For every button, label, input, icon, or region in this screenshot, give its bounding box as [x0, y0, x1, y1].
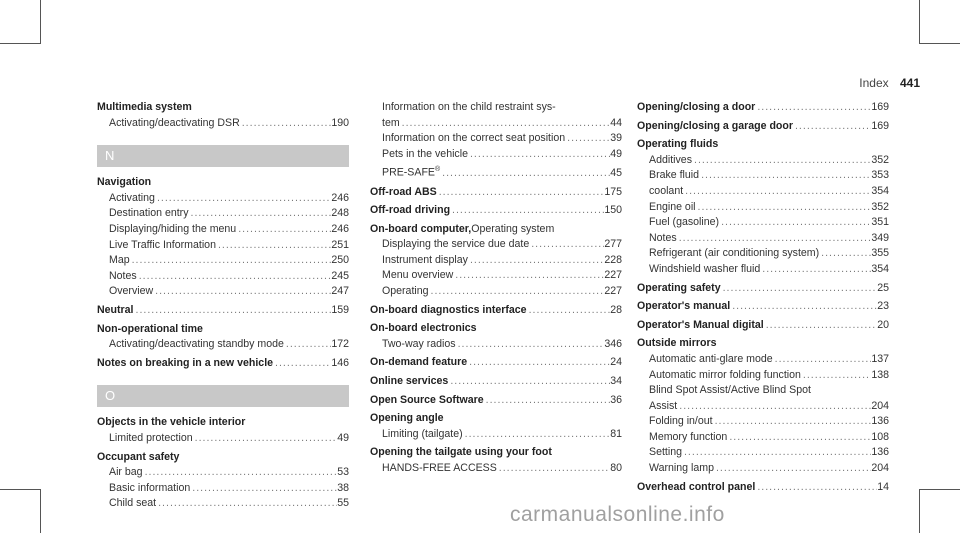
index-entry[interactable]: [97, 303, 349, 319]
page-ref: 53: [337, 466, 349, 479]
subentry-text: Fuel (gasoline): [649, 216, 720, 229]
entry-title: Online services: [370, 375, 449, 388]
subentry-text: Activating: [109, 191, 155, 204]
leader-dots: [429, 284, 605, 300]
page-ref: 81: [610, 427, 622, 440]
index-subentry[interactable]: [97, 253, 349, 269]
page-ref: 138: [871, 368, 889, 381]
page-ref: 250: [331, 254, 349, 267]
page-ref: 204: [871, 399, 889, 412]
index-subentry[interactable]: [370, 427, 622, 443]
leader-dots: [240, 116, 332, 132]
page-ref: 108: [871, 430, 889, 443]
index-entry[interactable]: [637, 100, 889, 116]
leader-dots: [677, 399, 871, 415]
leader-dots: [721, 281, 878, 297]
subentry-text: Child seat: [109, 497, 157, 510]
subentry-text: Operating: [382, 285, 429, 298]
subentry-text: Activating/deactivating DSR: [109, 116, 240, 129]
subentry-text: Warning lamp: [649, 462, 714, 475]
entry-title: Off-road ABS: [370, 185, 437, 198]
page-ref: 354: [871, 184, 889, 197]
header-label: Index: [859, 76, 889, 90]
index-subentry[interactable]: [97, 337, 349, 353]
leader-dots: [468, 147, 610, 163]
leader-dots: [448, 374, 610, 390]
registered-mark: ®: [434, 166, 441, 174]
entry-title: Operator's Manual digital: [637, 318, 764, 331]
index-subentry[interactable]: [97, 191, 349, 207]
page-ref: 169: [871, 119, 889, 132]
entry-title: On-demand feature: [370, 356, 468, 369]
page-ref: 246: [331, 191, 349, 204]
index-entry: [637, 137, 889, 153]
leader-dots: [400, 116, 611, 132]
index-subentry[interactable]: [370, 147, 622, 163]
index-column-3: [637, 100, 889, 495]
page-ref: 352: [871, 153, 889, 166]
page-ref: 277: [604, 238, 622, 251]
index-entry: [97, 450, 349, 466]
section-letter-o: O: [97, 385, 349, 407]
leader-dots: [450, 203, 604, 219]
subentry-text: Automatic anti-glare mode: [649, 352, 773, 365]
subentry-text: Notes: [109, 269, 137, 282]
index-entry: [370, 222, 622, 238]
page-header: [859, 76, 920, 90]
subentry-text: Assist: [649, 399, 678, 412]
crop-mark: [919, 43, 960, 44]
crop-mark: [40, 489, 41, 533]
subentry-text: Setting: [649, 446, 682, 459]
crop-mark: [40, 0, 41, 44]
page-ref: 169: [871, 101, 889, 113]
page-ref: 355: [871, 247, 889, 260]
page-ref: 23: [877, 300, 889, 313]
index-subentry[interactable]: [637, 262, 889, 278]
leader-dots: [463, 427, 611, 443]
leader-dots: [153, 284, 331, 300]
index-entry[interactable]: [370, 393, 622, 409]
page-ref: 204: [871, 462, 889, 475]
index-subentry[interactable]: [97, 269, 349, 285]
subentry-text: Activating/deactivating standby mode: [109, 338, 284, 351]
leader-dots: [156, 496, 337, 512]
leader-dots: [440, 166, 610, 182]
index-subentry[interactable]: [97, 206, 349, 222]
page-ref: 245: [331, 269, 349, 282]
index-subentry[interactable]: [637, 368, 889, 384]
page-ref: 49: [337, 431, 349, 444]
page-ref: 353: [871, 169, 889, 182]
index-subentry[interactable]: [637, 430, 889, 446]
page-ref: 349: [871, 231, 889, 244]
page-ref: 346: [604, 337, 622, 350]
entry-title: On-board electronics: [370, 322, 477, 335]
leader-dots: [819, 246, 871, 262]
subentry-text: tem: [382, 116, 400, 129]
index-subentry[interactable]: [637, 246, 889, 262]
leader-dots: [793, 119, 871, 135]
leader-dots: [773, 352, 872, 368]
index-entry[interactable]: [637, 299, 889, 315]
index-entry: [370, 445, 622, 461]
entry-title: Off-road driving: [370, 204, 451, 217]
index-subentry[interactable]: [370, 461, 622, 477]
entry-title: Opening angle: [370, 412, 444, 425]
subentry-text: Two-way radios: [382, 337, 456, 350]
index-entry[interactable]: [370, 374, 622, 390]
subentry-text: Information on the correct seat position: [382, 132, 566, 145]
page-ref: 25: [877, 281, 889, 294]
subentry-text: Overview: [109, 285, 154, 298]
page-ref: 351: [871, 216, 889, 229]
leader-dots: [467, 355, 610, 371]
entry-title: Multimedia system: [97, 101, 192, 113]
leader-dots: [683, 184, 871, 200]
crop-mark: [919, 489, 920, 533]
page-ref: 251: [331, 238, 349, 251]
subentry-text: Instrument display: [382, 253, 468, 266]
index-entry[interactable]: [370, 303, 622, 319]
crop-mark: [0, 43, 41, 44]
leader-dots: [699, 168, 871, 184]
page-ref: 248: [331, 207, 349, 220]
entry-title: Open Source Software: [370, 393, 484, 406]
leader-dots: [692, 153, 871, 169]
entry-title: Opening/closing a garage door: [637, 119, 793, 132]
subentry-text: Destination entry: [109, 207, 189, 220]
subentry-text: Blind Spot Assist/Active Blind Spot: [649, 384, 811, 397]
index-entry[interactable]: [637, 318, 889, 334]
page-ref: 36: [610, 393, 622, 406]
subentry-text: Limited protection: [109, 431, 193, 444]
crop-mark: [919, 0, 920, 44]
index-column-1: [97, 100, 349, 512]
index-subentry[interactable]: [637, 399, 889, 415]
index-entry[interactable]: [637, 119, 889, 135]
leader-dots: [801, 368, 871, 384]
page-ref: 146: [331, 356, 349, 369]
page-ref: 14: [877, 480, 889, 493]
page-ref: 39: [610, 132, 622, 145]
entry-title: Objects in the vehicle interior: [97, 416, 246, 429]
index-entry[interactable]: [370, 203, 622, 219]
leader-dots: [468, 253, 604, 269]
subentry-text: coolant: [649, 184, 684, 197]
page-ref: 136: [871, 415, 889, 428]
subentry-text: Air bag: [109, 466, 143, 479]
pre-safe-label: PRE-SAFE: [382, 166, 435, 179]
index-subentry[interactable]: [370, 337, 622, 353]
index-subentry[interactable]: [637, 168, 889, 184]
page-ref: 136: [871, 446, 889, 459]
subentry-text: Map: [109, 254, 130, 267]
entry-title: Opening/closing a door: [637, 101, 756, 113]
entry-title: Operating fluids: [637, 138, 719, 151]
subentry-text: Information on the child restraint sys-: [382, 101, 556, 113]
index-entry: [97, 175, 349, 191]
watermark-text: carmanualsonline.info: [510, 503, 725, 526]
entry-title-rest: Operating system: [471, 222, 555, 235]
index-subentry[interactable]: [97, 431, 349, 447]
entry-title: Neutral: [97, 303, 134, 316]
subentry-text: Basic information: [109, 481, 191, 494]
index-subentry[interactable]: [637, 200, 889, 216]
leader-dots: [565, 131, 610, 147]
subentry-text: Automatic mirror folding function: [649, 368, 801, 381]
entry-title: Navigation: [97, 176, 152, 189]
page-ref: 45: [610, 166, 622, 179]
leader-dots: [764, 318, 877, 334]
leader-dots: [755, 100, 871, 116]
page-ref: 247: [331, 285, 349, 298]
page-ref: 159: [331, 303, 349, 316]
leader-dots: [273, 356, 331, 372]
subentry-text: Additives: [649, 153, 692, 166]
entry-title: On-board diagnostics interface: [370, 303, 527, 316]
index-subentry[interactable]: [637, 153, 889, 169]
entry-title: Occupant safety: [97, 450, 180, 463]
index-subentry[interactable]: [97, 116, 349, 132]
page-ref: 55: [337, 497, 349, 510]
index-entry[interactable]: [637, 281, 889, 297]
subentry-text: Brake fluid: [649, 169, 700, 182]
leader-dots: [484, 393, 611, 409]
index-column-2: [370, 100, 622, 477]
leader-dots: [236, 222, 331, 238]
index-entry: [97, 322, 349, 338]
index-subentry[interactable]: [637, 215, 889, 231]
entry-title: Non-operational time: [97, 322, 203, 335]
index-subentry[interactable]: [97, 465, 349, 481]
index-entry: [637, 336, 889, 352]
index-subentry[interactable]: [637, 184, 889, 200]
leader-dots: [529, 237, 604, 253]
subentry-text: Pets in the vehicle: [382, 147, 468, 160]
leader-dots: [134, 303, 332, 319]
leader-dots: [727, 430, 871, 446]
page-ref: 190: [331, 116, 349, 129]
index-subentry[interactable]: [637, 231, 889, 247]
subentry-text: Limiting (tailgate): [382, 427, 463, 440]
subentry-text: Menu overview: [382, 269, 454, 282]
leader-dots: [216, 238, 331, 254]
page-ref: 352: [871, 200, 889, 213]
index-entry[interactable]: [97, 356, 349, 372]
index-entry[interactable]: [370, 185, 622, 201]
subentry-text: Folding in/out: [649, 415, 713, 428]
entry-title: Operator's manual: [637, 300, 731, 313]
page-ref: 38: [337, 481, 349, 494]
leader-dots: [677, 231, 872, 247]
entry-title: Operating safety: [637, 281, 721, 294]
page-ref: 227: [604, 269, 622, 282]
subentry-text: Memory function: [649, 430, 728, 443]
crop-mark: [919, 489, 960, 490]
leader-dots: [760, 262, 871, 278]
leader-dots: [453, 268, 604, 284]
leader-dots: [190, 481, 337, 497]
page-ref: 150: [604, 204, 622, 217]
entry-title: Notes on breaking in a new vehicle: [97, 356, 274, 369]
page-ref: 80: [610, 462, 622, 474]
index-subentry[interactable]: [370, 237, 622, 253]
index-entry[interactable]: [637, 480, 889, 496]
index-subentry[interactable]: [370, 116, 622, 132]
index-entry: [97, 100, 349, 116]
index-subentry[interactable]: [97, 238, 349, 254]
page-ref: 24: [610, 356, 622, 369]
page-ref: 34: [610, 375, 622, 388]
page-ref: 354: [871, 262, 889, 275]
leader-dots: [527, 303, 611, 319]
leader-dots: [137, 269, 332, 285]
index-entry: [370, 321, 622, 337]
leader-dots: [143, 465, 338, 481]
page-ref: 20: [877, 318, 889, 331]
crop-mark: [0, 489, 41, 490]
page-ref: 172: [331, 338, 349, 351]
leader-dots: [130, 253, 332, 269]
page-ref: 227: [604, 285, 622, 298]
subentry-text: Refrigerant (air conditioning system): [649, 247, 820, 260]
index-subentry[interactable]: [637, 445, 889, 461]
section-letter-n: N: [97, 145, 349, 167]
leader-dots: [189, 206, 332, 222]
leader-dots: [456, 337, 605, 353]
page-ref: 49: [610, 147, 622, 160]
index-subentry[interactable]: [637, 414, 889, 430]
page-ref: 28: [610, 303, 622, 316]
subentry-text: [382, 162, 440, 181]
leader-dots: [714, 461, 871, 477]
subentry-text: Displaying the service due date: [382, 238, 530, 251]
entry-title: Opening the tailgate using your foot: [370, 446, 552, 459]
subentry-text: Notes: [649, 231, 677, 244]
index-subentry[interactable]: [97, 222, 349, 238]
entry-title: On-board computer,: [370, 222, 472, 235]
leader-dots: [437, 185, 605, 201]
leader-dots: [719, 215, 871, 231]
index-subentry[interactable]: [637, 352, 889, 368]
page-ref: 246: [331, 222, 349, 235]
subentry-text: Windshield washer fluid: [649, 262, 761, 275]
subentry-text: Live Traffic Information: [109, 238, 216, 251]
leader-dots: [713, 414, 872, 430]
index-entry[interactable]: [370, 355, 622, 371]
index-subentry[interactable]: [370, 253, 622, 269]
index-subentry[interactable]: [370, 284, 622, 300]
leader-dots: [755, 480, 877, 496]
page-ref: 44: [610, 116, 622, 129]
page-ref: 228: [604, 253, 622, 266]
page-number: 441: [899, 76, 920, 90]
index-subentry[interactable]: [97, 496, 349, 512]
entry-title: Overhead control panel: [637, 480, 756, 493]
leader-dots: [497, 461, 610, 477]
subentry-text: HANDS-FREE ACCESS: [382, 462, 497, 474]
page-ref: 137: [871, 352, 889, 365]
leader-dots: [696, 200, 872, 216]
page-ref: 175: [604, 185, 622, 198]
leader-dots: [155, 191, 331, 207]
subentry-text: Engine oil: [649, 200, 696, 213]
index-entry: [370, 411, 622, 427]
index-subentry[interactable]: [370, 162, 622, 181]
index-subentry[interactable]: [637, 461, 889, 477]
index-entry: [97, 415, 349, 431]
subentry-text: Displaying/hiding the menu: [109, 222, 237, 235]
leader-dots: [193, 431, 338, 447]
index-subentry[interactable]: [97, 284, 349, 300]
entry-title: Outside mirrors: [637, 337, 717, 350]
index-subentry[interactable]: [97, 481, 349, 497]
index-subentry[interactable]: [370, 268, 622, 284]
index-subentry[interactable]: [370, 131, 622, 147]
leader-dots: [730, 299, 877, 315]
leader-dots: [682, 445, 871, 461]
leader-dots: [284, 337, 331, 353]
